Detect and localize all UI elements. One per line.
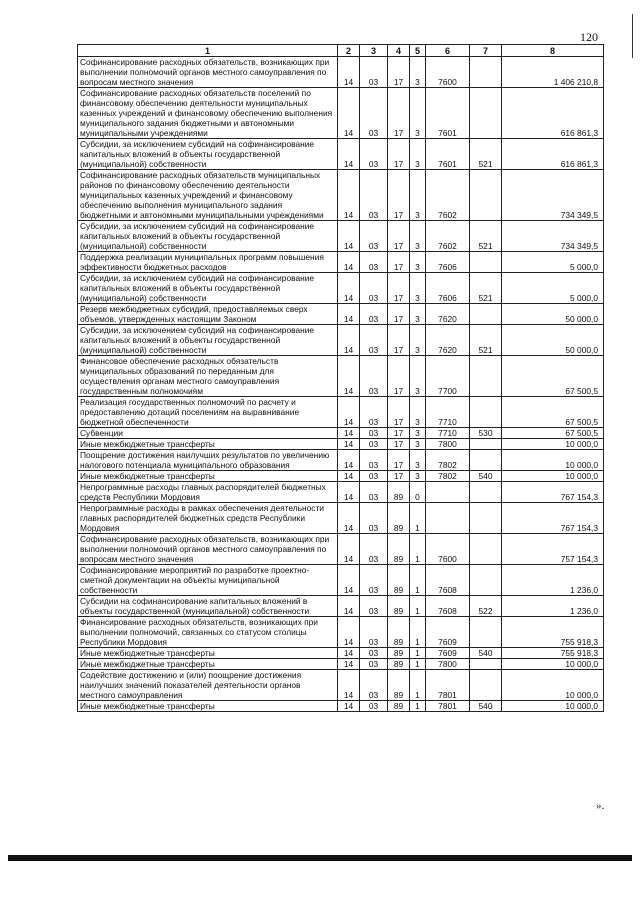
row-code-expense-type xyxy=(470,450,502,471)
row-code-target: 7608 xyxy=(426,565,470,596)
table-row xyxy=(78,659,604,670)
row-code-ministry: 14 xyxy=(338,397,360,428)
row-description: Субсидии, за исключением субсидий на софинансирование капитальных вложений в объекты государственной (муниципальной) собственности xyxy=(78,139,338,170)
row-description: Иные межбюджетные трансферты xyxy=(78,439,338,450)
row-code-section: 03 xyxy=(360,701,388,712)
row-code-ministry: 14 xyxy=(338,565,360,596)
row-code-ministry: 14 xyxy=(338,304,360,325)
table-row xyxy=(78,221,604,252)
closing-quote-mark: ». xyxy=(596,800,605,812)
row-code-subprogram: 1 xyxy=(410,659,426,670)
header-col-3: 3 xyxy=(360,45,388,57)
row-code-target: 7600 xyxy=(426,534,470,565)
table-row xyxy=(78,482,604,503)
row-code-target: 7600 xyxy=(426,57,470,88)
table-row xyxy=(78,88,604,139)
row-code-program: 89 xyxy=(388,482,410,503)
table-row xyxy=(78,304,604,325)
row-code-ministry: 14 xyxy=(338,428,360,439)
row-description: Иные межбюджетные трансферты xyxy=(78,701,338,712)
row-code-target: 7710 xyxy=(426,428,470,439)
row-code-section: 03 xyxy=(360,482,388,503)
row-code-ministry: 14 xyxy=(338,252,360,273)
row-code-subprogram: 3 xyxy=(410,471,426,482)
row-description: Непрограммные расходы в рамках обеспечения деятельности главных распорядителей бюджетных средств Республики Мордовия xyxy=(78,503,338,534)
row-code-target: 7601 xyxy=(426,88,470,139)
row-description: Субсидии, за исключением субсидий на софинансирование капитальных вложений в объекты государственной (муниципальной) собственности xyxy=(78,325,338,356)
row-code-ministry: 14 xyxy=(338,701,360,712)
row-code-section: 03 xyxy=(360,221,388,252)
row-code-ministry: 14 xyxy=(338,170,360,221)
row-description: Резерв межбюджетных субсидий, предоставляемых сверх объемов, утвержденных настоящим Законом xyxy=(78,304,338,325)
row-code-program: 89 xyxy=(388,701,410,712)
table-row xyxy=(78,503,604,534)
row-code-target: 7620 xyxy=(426,304,470,325)
row-code-target: 7606 xyxy=(426,252,470,273)
row-code-subprogram: 3 xyxy=(410,57,426,88)
header-col-2: 2 xyxy=(338,45,360,57)
row-code-ministry: 14 xyxy=(338,659,360,670)
row-code-expense-type xyxy=(470,659,502,670)
row-code-ministry: 14 xyxy=(338,325,360,356)
row-code-expense-type: 522 xyxy=(470,596,502,617)
row-code-subprogram: 3 xyxy=(410,428,426,439)
row-code-ministry: 14 xyxy=(338,670,360,701)
row-code-target: 7802 xyxy=(426,450,470,471)
row-description: Субсидии, за исключением субсидий на софинансирование капитальных вложений в объекты государственной (муниципальной) собственности xyxy=(78,273,338,304)
table-row xyxy=(78,534,604,565)
row-description: Иные межбюджетные трансферты xyxy=(78,659,338,670)
row-description: Софинансирование расходных обязательств поселений по финансовому обеспечению деятельности муниципальных казенных учреждений и финансовому обеспечению выполнения муниципального задания бюджетными и автономными муниципальными учреждениями xyxy=(78,88,338,139)
row-code-program: 89 xyxy=(388,565,410,596)
table-row xyxy=(78,273,604,304)
row-amount: 1 236,0 xyxy=(502,565,604,596)
row-code-program: 17 xyxy=(388,325,410,356)
table-row xyxy=(78,428,604,439)
row-code-section: 03 xyxy=(360,471,388,482)
row-code-program: 17 xyxy=(388,450,410,471)
row-amount: 5 000,0 xyxy=(502,252,604,273)
row-code-subprogram: 1 xyxy=(410,701,426,712)
row-code-program: 17 xyxy=(388,139,410,170)
row-code-section: 03 xyxy=(360,273,388,304)
header-col-5: 5 xyxy=(410,45,426,57)
row-code-ministry: 14 xyxy=(338,617,360,648)
row-code-subprogram: 1 xyxy=(410,596,426,617)
row-code-section: 03 xyxy=(360,439,388,450)
row-code-ministry: 14 xyxy=(338,439,360,450)
row-code-ministry: 14 xyxy=(338,648,360,659)
row-code-target: 7801 xyxy=(426,670,470,701)
row-description: Субсидии, за исключением субсидий на софинансирование капитальных вложений в объекты государственной (муниципальной) собственности xyxy=(78,221,338,252)
table-row xyxy=(78,170,604,221)
row-amount: 50 000,0 xyxy=(502,304,604,325)
row-code-program: 17 xyxy=(388,304,410,325)
row-code-program: 89 xyxy=(388,670,410,701)
row-code-ministry: 14 xyxy=(338,503,360,534)
row-code-expense-type xyxy=(470,439,502,450)
row-code-ministry: 14 xyxy=(338,221,360,252)
row-code-expense-type xyxy=(470,170,502,221)
page-edge-mark xyxy=(632,14,633,58)
row-code-section: 03 xyxy=(360,88,388,139)
page-number: 120 xyxy=(580,30,598,44)
row-code-subprogram: 0 xyxy=(410,482,426,503)
footer-bar xyxy=(8,855,632,861)
table-row xyxy=(78,701,604,712)
row-description: Субвенции xyxy=(78,428,338,439)
row-code-program: 89 xyxy=(388,659,410,670)
row-code-subprogram: 1 xyxy=(410,617,426,648)
table-row xyxy=(78,450,604,471)
row-code-ministry: 14 xyxy=(338,139,360,170)
row-code-program: 89 xyxy=(388,617,410,648)
row-code-section: 03 xyxy=(360,670,388,701)
row-code-target: 7800 xyxy=(426,439,470,450)
row-description: Софинансирование мероприятий по разработке проектно-сметной документации на объекты муниципальной собственности xyxy=(78,565,338,596)
row-code-subprogram: 3 xyxy=(410,88,426,139)
row-amount: 755 918,3 xyxy=(502,617,604,648)
row-code-target: 7601 xyxy=(426,139,470,170)
row-code-subprogram: 1 xyxy=(410,534,426,565)
row-amount: 616 861,3 xyxy=(502,88,604,139)
row-code-subprogram: 3 xyxy=(410,439,426,450)
row-description: Иные межбюджетные трансферты xyxy=(78,648,338,659)
row-code-target: 7608 xyxy=(426,596,470,617)
row-code-section: 03 xyxy=(360,503,388,534)
row-code-subprogram: 1 xyxy=(410,565,426,596)
row-amount: 10 000,0 xyxy=(502,659,604,670)
table-row xyxy=(78,252,604,273)
row-code-program: 17 xyxy=(388,439,410,450)
row-amount: 5 000,0 xyxy=(502,273,604,304)
table-row xyxy=(78,565,604,596)
row-code-subprogram: 3 xyxy=(410,139,426,170)
row-code-program: 17 xyxy=(388,221,410,252)
header-col-6: 6 xyxy=(426,45,470,57)
row-code-target: 7602 xyxy=(426,170,470,221)
row-code-subprogram: 3 xyxy=(410,221,426,252)
table-row xyxy=(78,325,604,356)
row-code-section: 03 xyxy=(360,450,388,471)
row-code-program: 89 xyxy=(388,503,410,534)
header-col-8: 8 xyxy=(502,45,604,57)
row-amount: 1 406 210,8 xyxy=(502,57,604,88)
row-amount: 757 154,3 xyxy=(502,534,604,565)
table-row xyxy=(78,648,604,659)
table-row xyxy=(78,471,604,482)
table-row xyxy=(78,596,604,617)
row-code-program: 17 xyxy=(388,397,410,428)
row-code-program: 17 xyxy=(388,356,410,397)
row-code-ministry: 14 xyxy=(338,273,360,304)
row-code-subprogram: 3 xyxy=(410,273,426,304)
row-amount: 67 500,5 xyxy=(502,356,604,397)
row-code-ministry: 14 xyxy=(338,482,360,503)
row-code-subprogram: 3 xyxy=(410,170,426,221)
row-code-program: 17 xyxy=(388,471,410,482)
row-description: Финансирование расходных обязательств, возникающих при выполнении полномочий, связанных со статусом столицы Республики Мордовия xyxy=(78,617,338,648)
row-code-target xyxy=(426,503,470,534)
row-code-expense-type: 521 xyxy=(470,273,502,304)
row-code-target: 7602 xyxy=(426,221,470,252)
row-code-expense-type xyxy=(470,482,502,503)
header-col-7: 7 xyxy=(470,45,502,57)
row-code-section: 03 xyxy=(360,617,388,648)
row-description: Содействие достижению и (или) поощрение достижения наилучших значений показателей деятельности органов местного самоуправления xyxy=(78,670,338,701)
header-col-1: 1 xyxy=(78,45,338,57)
row-code-target xyxy=(426,482,470,503)
row-amount: 767 154,3 xyxy=(502,503,604,534)
row-code-subprogram: 1 xyxy=(410,503,426,534)
row-code-section: 03 xyxy=(360,565,388,596)
row-code-ministry: 14 xyxy=(338,356,360,397)
row-code-target: 7801 xyxy=(426,701,470,712)
row-amount: 734 349,5 xyxy=(502,221,604,252)
row-code-target: 7606 xyxy=(426,273,470,304)
row-code-expense-type xyxy=(470,534,502,565)
row-code-target: 7802 xyxy=(426,471,470,482)
row-amount: 616 861,3 xyxy=(502,139,604,170)
row-code-subprogram: 3 xyxy=(410,325,426,356)
row-code-section: 03 xyxy=(360,304,388,325)
row-code-section: 03 xyxy=(360,397,388,428)
row-code-section: 03 xyxy=(360,596,388,617)
row-code-expense-type xyxy=(470,670,502,701)
row-description: Поддержка реализации муниципальных программ повышения эффективности бюджетных расходов xyxy=(78,252,338,273)
row-description: Софинансирование расходных обязательств, возникающих при выполнении полномочий органов местного самоуправления по вопросам местного значения xyxy=(78,57,338,88)
row-description: Непрограммные расходы главных распорядителей бюджетных средств Республики Мордовия xyxy=(78,482,338,503)
row-code-section: 03 xyxy=(360,252,388,273)
row-code-subprogram: 1 xyxy=(410,670,426,701)
row-code-expense-type xyxy=(470,356,502,397)
row-code-subprogram: 3 xyxy=(410,356,426,397)
row-code-section: 03 xyxy=(360,356,388,397)
row-amount: 734 349,5 xyxy=(502,170,604,221)
table-row xyxy=(78,57,604,88)
row-code-expense-type xyxy=(470,617,502,648)
row-code-program: 17 xyxy=(388,57,410,88)
row-code-section: 03 xyxy=(360,57,388,88)
row-code-section: 03 xyxy=(360,659,388,670)
row-code-program: 89 xyxy=(388,534,410,565)
row-code-expense-type xyxy=(470,397,502,428)
row-amount: 10 000,0 xyxy=(502,670,604,701)
table-row xyxy=(78,670,604,701)
row-code-program: 89 xyxy=(388,596,410,617)
row-amount: 67 500,5 xyxy=(502,397,604,428)
row-description: Софинансирование расходных обязательств муниципальных районов по финансовому обеспечению деятельности муниципальных казенных учреждений и финансовому обеспечению выполнения муниципального задания бюджетными и автономными муниципальными учреждениями xyxy=(78,170,338,221)
row-code-expense-type xyxy=(470,503,502,534)
row-description: Софинансирование расходных обязательств, возникающих при выполнении полномочий органов местного самоуправления по вопросам местного значения xyxy=(78,534,338,565)
row-code-program: 17 xyxy=(388,273,410,304)
row-code-ministry: 14 xyxy=(338,57,360,88)
budget-table xyxy=(77,44,604,712)
row-code-expense-type: 521 xyxy=(470,325,502,356)
row-amount: 50 000,0 xyxy=(502,325,604,356)
row-code-subprogram: 3 xyxy=(410,397,426,428)
row-code-subprogram: 1 xyxy=(410,648,426,659)
row-code-program: 17 xyxy=(388,428,410,439)
row-code-expense-type xyxy=(470,304,502,325)
row-code-section: 03 xyxy=(360,648,388,659)
row-amount: 10 000,0 xyxy=(502,439,604,450)
row-code-expense-type: 540 xyxy=(470,648,502,659)
row-code-expense-type: 540 xyxy=(470,471,502,482)
row-code-target: 7700 xyxy=(426,356,470,397)
table-row xyxy=(78,617,604,648)
row-code-expense-type xyxy=(470,565,502,596)
row-code-target: 7800 xyxy=(426,659,470,670)
table-row xyxy=(78,356,604,397)
row-code-expense-type xyxy=(470,252,502,273)
row-code-subprogram: 3 xyxy=(410,252,426,273)
row-code-target: 7620 xyxy=(426,325,470,356)
row-code-section: 03 xyxy=(360,139,388,170)
row-description: Финансовое обеспечение расходных обязательств муниципальных образований по переданным для осуществления органам местного самоуправления государственным полномочиям xyxy=(78,356,338,397)
table-row xyxy=(78,139,604,170)
table-row xyxy=(78,439,604,450)
row-amount: 10 000,0 xyxy=(502,450,604,471)
row-code-expense-type: 530 xyxy=(470,428,502,439)
row-code-program: 17 xyxy=(388,170,410,221)
row-description: Иные межбюджетные трансферты xyxy=(78,471,338,482)
row-code-target: 7609 xyxy=(426,648,470,659)
row-code-expense-type xyxy=(470,57,502,88)
row-code-ministry: 14 xyxy=(338,471,360,482)
row-code-ministry: 14 xyxy=(338,450,360,471)
row-amount: 755 918,3 xyxy=(502,648,604,659)
row-code-program: 17 xyxy=(388,88,410,139)
row-code-ministry: 14 xyxy=(338,596,360,617)
row-amount: 1 236,0 xyxy=(502,596,604,617)
row-code-section: 03 xyxy=(360,325,388,356)
row-code-program: 89 xyxy=(388,648,410,659)
row-code-target: 7609 xyxy=(426,617,470,648)
header-col-4: 4 xyxy=(388,45,410,57)
row-amount: 767 154,3 xyxy=(502,482,604,503)
row-code-section: 03 xyxy=(360,428,388,439)
row-code-expense-type: 521 xyxy=(470,139,502,170)
table-row xyxy=(78,397,604,428)
row-code-ministry: 14 xyxy=(338,534,360,565)
row-code-ministry: 14 xyxy=(338,88,360,139)
row-code-expense-type: 521 xyxy=(470,221,502,252)
row-code-section: 03 xyxy=(360,170,388,221)
row-code-section: 03 xyxy=(360,534,388,565)
row-code-target: 7710 xyxy=(426,397,470,428)
row-description: Поощрение достижения наилучших результатов по увеличению налогового потенциала муниципального образования xyxy=(78,450,338,471)
table-header-row xyxy=(78,45,604,57)
row-amount: 10 000,0 xyxy=(502,701,604,712)
row-code-subprogram: 3 xyxy=(410,304,426,325)
row-amount: 10 000,0 xyxy=(502,471,604,482)
row-amount: 67 500,5 xyxy=(502,428,604,439)
row-code-program: 17 xyxy=(388,252,410,273)
row-description: Субсидии на софинансирование капитальных вложений в объекты государственной (муниципальной) собственности xyxy=(78,596,338,617)
row-code-expense-type xyxy=(470,88,502,139)
row-description: Реализация государственных полномочий по расчету и предоставлению дотаций поселениям на выравнивание бюджетной обеспеченности xyxy=(78,397,338,428)
row-code-subprogram: 3 xyxy=(410,450,426,471)
row-code-expense-type: 540 xyxy=(470,701,502,712)
